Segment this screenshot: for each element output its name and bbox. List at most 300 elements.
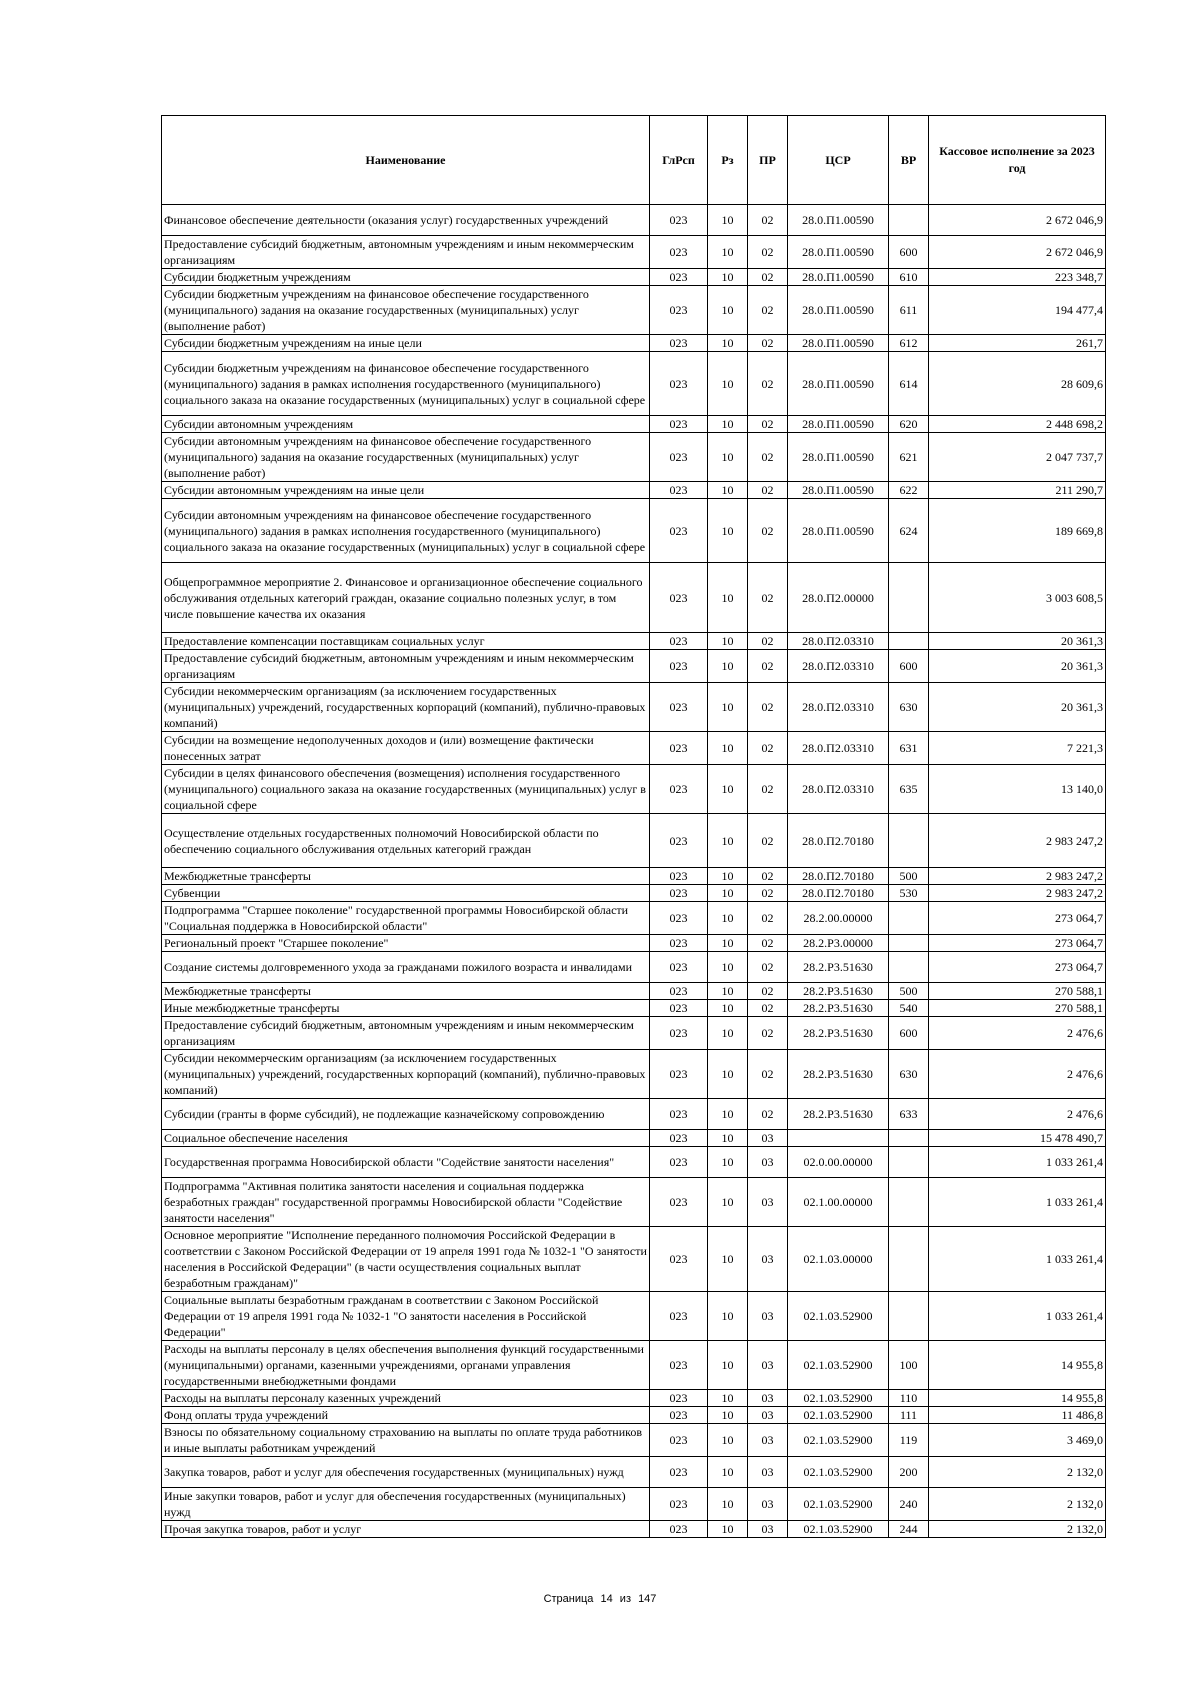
footer-page-number: 14 (600, 1593, 613, 1605)
row-glrsp: 023 (650, 814, 708, 868)
row-rz: 10 (708, 286, 748, 335)
header-rz: Рз (708, 116, 748, 205)
header-csr: ЦСР (788, 116, 889, 205)
row-glrsp: 023 (650, 1178, 708, 1227)
table-row (162, 952, 1106, 983)
row-glrsp: 023 (650, 482, 708, 499)
row-rz: 10 (708, 1050, 748, 1099)
row-vr (889, 563, 929, 633)
row-name: Субсидии бюджетным учреждениям на финансовое обеспечение государственного (муниципального) задания в рамках исполнения государственного (муниципального) социального заказа на оказание государственных (муниципальных) услуг в социальной сфере (162, 352, 650, 416)
row-rz: 10 (708, 352, 748, 416)
row-sum: 2 132,0 (929, 1488, 1106, 1521)
row-sum: 2 672 046,9 (929, 236, 1106, 269)
row-glrsp: 023 (650, 205, 708, 236)
row-name: Субсидии автономным учреждениям на иные цели (162, 482, 650, 499)
row-vr: 240 (889, 1488, 929, 1521)
row-pr: 02 (748, 286, 788, 335)
row-name: Региональный проект "Старшее поколение" (162, 935, 650, 952)
row-sum: 3 003 608,5 (929, 563, 1106, 633)
row-glrsp: 023 (650, 335, 708, 352)
row-glrsp: 023 (650, 1341, 708, 1390)
row-csr: 28.0.П2.70180 (788, 885, 889, 902)
row-glrsp: 023 (650, 1227, 708, 1292)
table-row (162, 1227, 1106, 1292)
row-vr (889, 952, 929, 983)
row-glrsp: 023 (650, 499, 708, 563)
row-name: Финансовое обеспечение деятельности (оказания услуг) государственных учреждений (162, 205, 650, 236)
row-csr: 28.2.P3.51630 (788, 1099, 889, 1130)
row-glrsp: 023 (650, 1407, 708, 1424)
row-glrsp: 023 (650, 1000, 708, 1017)
row-rz: 10 (708, 499, 748, 563)
row-sum: 189 669,8 (929, 499, 1106, 563)
row-glrsp: 023 (650, 765, 708, 814)
row-pr: 02 (748, 335, 788, 352)
row-vr: 620 (889, 416, 929, 433)
row-rz: 10 (708, 482, 748, 499)
table-row (162, 650, 1106, 683)
page-footer (0, 1593, 1200, 1605)
table-row (162, 983, 1106, 1000)
row-sum: 1 033 261,4 (929, 1178, 1106, 1227)
row-name: Фонд оплаты труда учреждений (162, 1407, 650, 1424)
table-row (162, 335, 1106, 352)
row-csr: 28.0.П1.00590 (788, 236, 889, 269)
table-row (162, 1407, 1106, 1424)
row-vr (889, 1147, 929, 1178)
row-vr (889, 814, 929, 868)
row-csr: 28.2.00.00000 (788, 902, 889, 935)
row-pr: 02 (748, 1050, 788, 1099)
row-name: Подпрограмма "Старшее поколение" государственной программы Новосибирской области "Социальная поддержка в Новосибирской области" (162, 902, 650, 935)
row-csr: 02.1.00.00000 (788, 1178, 889, 1227)
row-pr: 03 (748, 1390, 788, 1407)
table-row (162, 1000, 1106, 1017)
row-vr: 600 (889, 236, 929, 269)
row-glrsp: 023 (650, 902, 708, 935)
table-row (162, 1017, 1106, 1050)
row-rz: 10 (708, 1341, 748, 1390)
table-row (162, 935, 1106, 952)
table-row (162, 482, 1106, 499)
row-glrsp: 023 (650, 563, 708, 633)
row-csr: 02.1.03.52900 (788, 1292, 889, 1341)
table-row (162, 499, 1106, 563)
table-row (162, 269, 1106, 286)
row-name: Субсидии (гранты в форме субсидий), не подлежащие казначейскому сопровождению (162, 1099, 650, 1130)
row-glrsp: 023 (650, 269, 708, 286)
header-glrsp: ГлРсп (650, 116, 708, 205)
table-row (162, 902, 1106, 935)
row-sum: 273 064,7 (929, 902, 1106, 935)
row-vr (889, 1292, 929, 1341)
row-rz: 10 (708, 433, 748, 482)
row-vr: 610 (889, 269, 929, 286)
row-glrsp: 023 (650, 416, 708, 433)
row-name: Субсидии бюджетным учреждениям (162, 269, 650, 286)
row-csr: 28.0.П1.00590 (788, 352, 889, 416)
row-vr: 500 (889, 983, 929, 1000)
row-vr: 600 (889, 650, 929, 683)
row-csr: 02.1.03.52900 (788, 1457, 889, 1488)
row-name: Иные закупки товаров, работ и услуг для обеспечения государственных (муниципальных) нужд (162, 1488, 650, 1521)
row-rz: 10 (708, 902, 748, 935)
header-pr: ПР (748, 116, 788, 205)
table-row (162, 765, 1106, 814)
row-pr: 02 (748, 205, 788, 236)
row-pr: 02 (748, 732, 788, 765)
row-rz: 10 (708, 1424, 748, 1457)
row-sum: 2 476,6 (929, 1017, 1106, 1050)
row-glrsp: 023 (650, 1130, 708, 1147)
row-vr: 635 (889, 765, 929, 814)
row-csr: 28.0.П1.00590 (788, 433, 889, 482)
row-name: Субсидии в целях финансового обеспечения (возмещения) исполнения государственного (муниципального) социального заказа на оказание государственных (муниципальных) услуг в социальной сфере (162, 765, 650, 814)
table-row (162, 868, 1106, 885)
row-pr: 02 (748, 902, 788, 935)
row-name: Закупка товаров, работ и услуг для обеспечения государственных (муниципальных) нужд (162, 1457, 650, 1488)
row-vr (889, 1130, 929, 1147)
row-pr: 02 (748, 482, 788, 499)
row-pr: 02 (748, 633, 788, 650)
row-pr: 02 (748, 765, 788, 814)
row-vr: 614 (889, 352, 929, 416)
row-rz: 10 (708, 1457, 748, 1488)
row-sum: 20 361,3 (929, 633, 1106, 650)
table-row (162, 1099, 1106, 1130)
row-name: Расходы на выплаты персоналу казенных учреждений (162, 1390, 650, 1407)
row-vr: 540 (889, 1000, 929, 1017)
table-row (162, 286, 1106, 335)
table-row (162, 1457, 1106, 1488)
row-glrsp: 023 (650, 352, 708, 416)
row-pr: 02 (748, 952, 788, 983)
row-rz: 10 (708, 683, 748, 732)
row-glrsp: 023 (650, 983, 708, 1000)
row-name: Субсидии бюджетным учреждениям на финансовое обеспечение государственного (муниципального) задания на оказание государственных (муниципальных) услуг (выполнение работ) (162, 286, 650, 335)
row-sum: 2 476,6 (929, 1099, 1106, 1130)
row-sum: 1 033 261,4 (929, 1227, 1106, 1292)
row-pr: 02 (748, 236, 788, 269)
row-glrsp: 023 (650, 732, 708, 765)
row-rz: 10 (708, 935, 748, 952)
row-pr: 03 (748, 1227, 788, 1292)
row-pr: 02 (748, 433, 788, 482)
table-row (162, 633, 1106, 650)
row-sum: 1 033 261,4 (929, 1292, 1106, 1341)
row-vr (889, 1227, 929, 1292)
row-vr: 611 (889, 286, 929, 335)
footer-of: из (619, 1593, 631, 1605)
row-glrsp: 023 (650, 650, 708, 683)
row-name: Осуществление отдельных государственных полномочий Новосибирской области по обеспечению социального обслуживания отдельных категорий граждан (162, 814, 650, 868)
row-csr (788, 1130, 889, 1147)
row-csr: 28.0.П2.70180 (788, 814, 889, 868)
row-csr: 28.0.П2.00000 (788, 563, 889, 633)
table-row (162, 1050, 1106, 1099)
row-name: Субсидии некоммерческим организациям (за исключением государственных (муниципальных) учреждений, государственных корпораций (компаний), публично-правовых компаний) (162, 1050, 650, 1099)
table-row (162, 1130, 1106, 1147)
row-rz: 10 (708, 732, 748, 765)
row-pr: 03 (748, 1407, 788, 1424)
row-name: Основное мероприятие "Исполнение переданного полномочия Российской Федерации в соответствии с Законом Российской Федерации от 19 апреля 1991 года № 1032-1 "О занятости населения в Российской Федерации" (в части осуществления социальных выплат безработным гражданам)" (162, 1227, 650, 1292)
row-vr: 612 (889, 335, 929, 352)
row-name: Межбюджетные трансферты (162, 983, 650, 1000)
row-pr: 02 (748, 1099, 788, 1130)
row-glrsp: 023 (650, 1521, 708, 1538)
table-row (162, 236, 1106, 269)
row-glrsp: 023 (650, 1292, 708, 1341)
row-vr: 630 (889, 1050, 929, 1099)
row-rz: 10 (708, 1178, 748, 1227)
row-rz: 10 (708, 885, 748, 902)
row-csr: 28.2.P3.00000 (788, 935, 889, 952)
row-pr: 02 (748, 499, 788, 563)
row-rz: 10 (708, 1099, 748, 1130)
table-row (162, 885, 1106, 902)
row-sum: 2 476,6 (929, 1050, 1106, 1099)
table-row (162, 814, 1106, 868)
row-pr: 03 (748, 1341, 788, 1390)
row-glrsp: 023 (650, 286, 708, 335)
table-row (162, 205, 1106, 236)
row-name: Предоставление субсидий бюджетным, автономным учреждениям и иным некоммерческим организациям (162, 1017, 650, 1050)
row-csr: 02.1.03.00000 (788, 1227, 889, 1292)
row-glrsp: 023 (650, 1457, 708, 1488)
row-glrsp: 023 (650, 868, 708, 885)
row-rz: 10 (708, 765, 748, 814)
row-sum: 20 361,3 (929, 650, 1106, 683)
row-csr: 02.1.03.52900 (788, 1424, 889, 1457)
row-rz: 10 (708, 1390, 748, 1407)
row-sum: 11 486,8 (929, 1407, 1106, 1424)
row-pr: 02 (748, 885, 788, 902)
row-sum: 2 983 247,2 (929, 868, 1106, 885)
row-glrsp: 023 (650, 1017, 708, 1050)
row-csr: 28.0.П2.03310 (788, 650, 889, 683)
row-rz: 10 (708, 633, 748, 650)
row-glrsp: 023 (650, 885, 708, 902)
row-glrsp: 023 (650, 1488, 708, 1521)
row-rz: 10 (708, 1407, 748, 1424)
row-sum: 14 955,8 (929, 1390, 1106, 1407)
row-sum: 2 672 046,9 (929, 205, 1106, 236)
row-vr: 100 (889, 1341, 929, 1390)
row-name: Предоставление субсидий бюджетным, автономным учреждениям и иным некоммерческим организациям (162, 650, 650, 683)
row-vr: 600 (889, 1017, 929, 1050)
table-row (162, 732, 1106, 765)
row-glrsp: 023 (650, 935, 708, 952)
row-csr: 28.2.P3.51630 (788, 952, 889, 983)
row-name: Социальное обеспечение населения (162, 1130, 650, 1147)
table-row (162, 1390, 1106, 1407)
row-sum: 273 064,7 (929, 935, 1106, 952)
row-vr (889, 633, 929, 650)
row-vr: 530 (889, 885, 929, 902)
row-pr: 02 (748, 1000, 788, 1017)
row-csr: 28.2.P3.51630 (788, 1017, 889, 1050)
row-csr: 28.2.P3.51630 (788, 983, 889, 1000)
row-name: Общепрограммное мероприятие 2. Финансовое и организационное обеспечение социального обслуживания отдельных категорий граждан, оказание социально полезных услуг, в том числе повышение качества их оказания (162, 563, 650, 633)
row-name: Государственная программа Новосибирской области "Содействие занятости населения" (162, 1147, 650, 1178)
row-name: Субсидии бюджетным учреждениям на иные цели (162, 335, 650, 352)
row-name: Расходы на выплаты персоналу в целях обеспечения выполнения функций государственными (муниципальными) органами, казенными учреждениями, органами управления государственными внебюджетными фондами (162, 1341, 650, 1390)
row-sum: 223 348,7 (929, 269, 1106, 286)
table-row (162, 433, 1106, 482)
table-row (162, 416, 1106, 433)
row-vr: 500 (889, 868, 929, 885)
table-row (162, 683, 1106, 732)
row-name: Субсидии на возмещение недополученных доходов и (или) возмещение фактически понесенных затрат (162, 732, 650, 765)
row-glrsp: 023 (650, 1424, 708, 1457)
footer-label: Страница (543, 1593, 594, 1605)
table-row (162, 1521, 1106, 1538)
row-rz: 10 (708, 814, 748, 868)
row-name: Предоставление компенсации поставщикам социальных услуг (162, 633, 650, 650)
table-row (162, 1424, 1106, 1457)
row-csr: 02.1.03.52900 (788, 1488, 889, 1521)
row-sum: 261,7 (929, 335, 1106, 352)
row-sum: 270 588,1 (929, 983, 1106, 1000)
header-name: Наименование (162, 116, 650, 205)
row-pr: 03 (748, 1521, 788, 1538)
row-vr: 244 (889, 1521, 929, 1538)
row-pr: 02 (748, 416, 788, 433)
row-name: Подпрограмма "Активная политика занятости населения и социальная поддержка безработных граждан" государственной программы Новосибирской области "Содействие занятости населения" (162, 1178, 650, 1227)
row-vr: 633 (889, 1099, 929, 1130)
row-name: Создание системы долговременного ухода за гражданами пожилого возраста и инвалидами (162, 952, 650, 983)
row-vr (889, 935, 929, 952)
budget-execution-table (161, 115, 1106, 1538)
row-name: Субсидии автономным учреждениям на финансовое обеспечение государственного (муниципального) задания на оказание государственных (муниципальных) услуг (выполнение работ) (162, 433, 650, 482)
row-vr: 630 (889, 683, 929, 732)
row-name: Иные межбюджетные трансферты (162, 1000, 650, 1017)
row-sum: 2 132,0 (929, 1521, 1106, 1538)
row-csr: 02.1.03.52900 (788, 1407, 889, 1424)
row-vr (889, 1178, 929, 1227)
row-sum: 273 064,7 (929, 952, 1106, 983)
row-rz: 10 (708, 269, 748, 286)
row-vr: 111 (889, 1407, 929, 1424)
row-pr: 03 (748, 1457, 788, 1488)
row-pr: 02 (748, 650, 788, 683)
row-glrsp: 023 (650, 1390, 708, 1407)
row-rz: 10 (708, 416, 748, 433)
row-rz: 10 (708, 205, 748, 236)
row-pr: 02 (748, 563, 788, 633)
row-rz: 10 (708, 236, 748, 269)
row-name: Прочая закупка товаров, работ и услуг (162, 1521, 650, 1538)
row-pr: 03 (748, 1147, 788, 1178)
row-rz: 10 (708, 1147, 748, 1178)
row-name: Социальные выплаты безработным гражданам в соответствии с Законом Российской Федерации от 19 апреля 1991 года № 1032-1 "О занятости населения в Российской Федерации" (162, 1292, 650, 1341)
row-sum: 2 047 737,7 (929, 433, 1106, 482)
row-rz: 10 (708, 952, 748, 983)
row-sum: 2 983 247,2 (929, 885, 1106, 902)
row-rz: 10 (708, 1130, 748, 1147)
row-glrsp: 023 (650, 1147, 708, 1178)
row-vr: 624 (889, 499, 929, 563)
row-pr: 03 (748, 1424, 788, 1457)
table-header-row (162, 116, 1106, 205)
table-row (162, 1178, 1106, 1227)
row-sum: 1 033 261,4 (929, 1147, 1106, 1178)
row-csr: 28.0.П1.00590 (788, 269, 889, 286)
header-sum: Кассовое исполнение за 2023 год (929, 116, 1106, 205)
row-rz: 10 (708, 1000, 748, 1017)
row-csr: 28.0.П2.03310 (788, 683, 889, 732)
row-name: Субсидии автономным учреждениям (162, 416, 650, 433)
row-glrsp: 023 (650, 1050, 708, 1099)
row-pr: 02 (748, 683, 788, 732)
row-pr: 02 (748, 269, 788, 286)
table-row (162, 1147, 1106, 1178)
header-vr: ВР (889, 116, 929, 205)
table-row (162, 1488, 1106, 1521)
row-sum: 28 609,6 (929, 352, 1106, 416)
row-vr (889, 902, 929, 935)
row-glrsp: 023 (650, 952, 708, 983)
table-row (162, 1341, 1106, 1390)
row-csr: 28.0.П2.03310 (788, 732, 889, 765)
row-sum: 194 477,4 (929, 286, 1106, 335)
row-rz: 10 (708, 335, 748, 352)
row-glrsp: 023 (650, 433, 708, 482)
row-name: Субвенции (162, 885, 650, 902)
row-pr: 02 (748, 1017, 788, 1050)
table-row (162, 352, 1106, 416)
row-pr: 02 (748, 935, 788, 952)
row-rz: 10 (708, 1292, 748, 1341)
row-rz: 10 (708, 650, 748, 683)
row-sum: 211 290,7 (929, 482, 1106, 499)
row-csr: 02.1.03.52900 (788, 1341, 889, 1390)
row-sum: 2 983 247,2 (929, 814, 1106, 868)
row-pr: 02 (748, 352, 788, 416)
row-csr: 28.0.П2.03310 (788, 765, 889, 814)
row-csr: 28.0.П1.00590 (788, 499, 889, 563)
row-pr: 03 (748, 1178, 788, 1227)
row-sum: 20 361,3 (929, 683, 1106, 732)
table-body (162, 205, 1106, 1538)
row-rz: 10 (708, 1017, 748, 1050)
row-rz: 10 (708, 1488, 748, 1521)
row-rz: 10 (708, 1227, 748, 1292)
row-sum: 15 478 490,7 (929, 1130, 1106, 1147)
row-name: Взносы по обязательному социальному страхованию на выплаты по оплате труда работников и иные выплаты работникам учреждений (162, 1424, 650, 1457)
row-sum: 270 588,1 (929, 1000, 1106, 1017)
row-name: Предоставление субсидий бюджетным, автономным учреждениям и иным некоммерческим организациям (162, 236, 650, 269)
row-csr: 28.0.П1.00590 (788, 205, 889, 236)
row-csr: 02.1.03.52900 (788, 1521, 889, 1538)
row-pr: 02 (748, 983, 788, 1000)
footer-total-pages: 147 (638, 1593, 657, 1605)
row-pr: 03 (748, 1292, 788, 1341)
row-name: Субсидии некоммерческим организациям (за исключением государственных (муниципальных) учреждений, государственных корпораций (компаний), публично-правовых компаний) (162, 683, 650, 732)
row-vr: 631 (889, 732, 929, 765)
row-glrsp: 023 (650, 633, 708, 650)
row-rz: 10 (708, 983, 748, 1000)
row-vr: 200 (889, 1457, 929, 1488)
row-vr: 621 (889, 433, 929, 482)
row-csr: 28.0.П1.00590 (788, 416, 889, 433)
row-csr: 28.0.П1.00590 (788, 482, 889, 499)
row-pr: 02 (748, 868, 788, 885)
row-name: Субсидии автономным учреждениям на финансовое обеспечение государственного (муниципального) задания в рамках исполнения государственного (муниципального) социального заказа на оказание государственных (муниципальных) услуг в социальной сфере (162, 499, 650, 563)
row-sum: 14 955,8 (929, 1341, 1106, 1390)
row-name: Межбюджетные трансферты (162, 868, 650, 885)
row-sum: 2 448 698,2 (929, 416, 1106, 433)
